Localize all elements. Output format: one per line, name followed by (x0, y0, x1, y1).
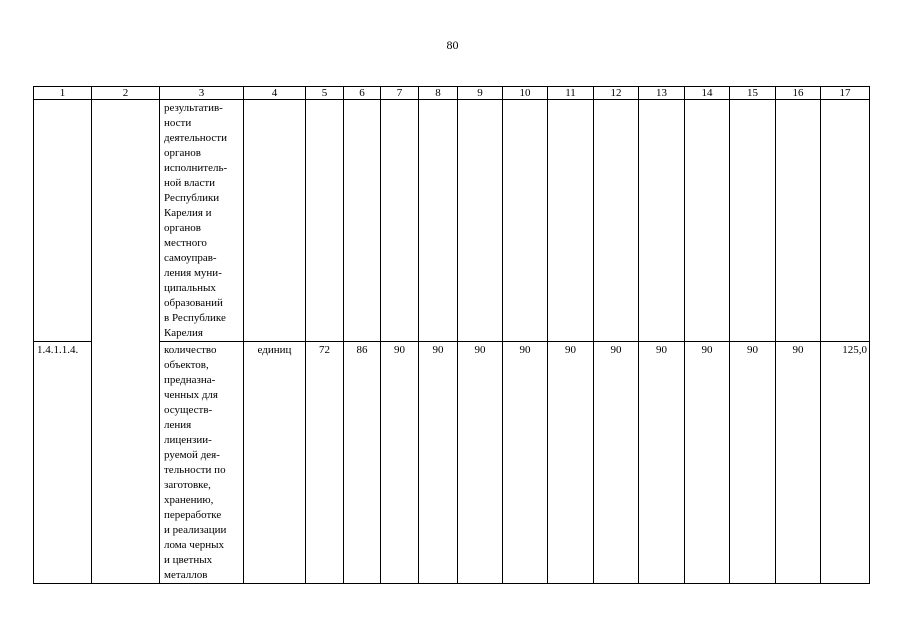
table-cell (503, 100, 548, 342)
table-cell (381, 100, 419, 342)
column-number-row (34, 87, 870, 100)
table-cell (594, 100, 639, 342)
value-cell: 90 (730, 342, 776, 584)
table-cell (776, 100, 821, 342)
table-cell (730, 100, 776, 342)
value-cell: 90 (594, 342, 639, 584)
column-header: 17 (821, 87, 870, 100)
column-header: 12 (594, 87, 639, 100)
table-cell (34, 100, 92, 342)
indicator-name-continuation: результатив- ности деятельности органов исполнитель- ной власти Республики Карелия и органов местного самоуправ- ления муни- ципальных образований в Республике Карелия (160, 100, 244, 342)
column-header: 7 (381, 87, 419, 100)
value-cell: 90 (776, 342, 821, 584)
column-header: 16 (776, 87, 821, 100)
table-cell (458, 100, 503, 342)
item-code: 1.4.1.1.4. (34, 342, 92, 584)
table-cell (548, 100, 594, 342)
column-header: 2 (92, 87, 160, 100)
value-cell: 90 (639, 342, 685, 584)
table-cell (685, 100, 730, 342)
value-cell: 72 (306, 342, 344, 584)
column-header: 9 (458, 87, 503, 100)
value-cell: 90 (419, 342, 458, 584)
table-cell (419, 100, 458, 342)
column-header: 15 (730, 87, 776, 100)
table-row-item (34, 342, 870, 584)
column-header: 10 (503, 87, 548, 100)
value-cell: 90 (503, 342, 548, 584)
column-header: 8 (419, 87, 458, 100)
table-cell-col2 (92, 100, 160, 584)
table-cell (244, 100, 306, 342)
indicator-table (33, 86, 870, 584)
table-cell (344, 100, 381, 342)
value-cell: 86 (344, 342, 381, 584)
column-header: 13 (639, 87, 685, 100)
indicator-name: количество объектов, предназна- ченных для осуществ- ления лицензии- руемой дея- тельности по заготовке, хранению, переработке и реализации лома черных и цветных металлов (160, 342, 244, 584)
column-header: 3 (160, 87, 244, 100)
table-cell (306, 100, 344, 342)
unit-cell: единиц (244, 342, 306, 584)
column-header: 1 (34, 87, 92, 100)
value-cell: 90 (458, 342, 503, 584)
column-header: 14 (685, 87, 730, 100)
column-header: 4 (244, 87, 306, 100)
column-header: 5 (306, 87, 344, 100)
value-cell: 90 (548, 342, 594, 584)
page-number: 80 (446, 38, 459, 52)
table-cell (821, 100, 870, 342)
value-cell: 90 (685, 342, 730, 584)
value-cell-percent: 125,0 (821, 342, 870, 584)
table-row-continuation (34, 100, 870, 342)
table-cell (639, 100, 685, 342)
value-cell: 90 (381, 342, 419, 584)
column-header: 11 (548, 87, 594, 100)
column-header: 6 (344, 87, 381, 100)
